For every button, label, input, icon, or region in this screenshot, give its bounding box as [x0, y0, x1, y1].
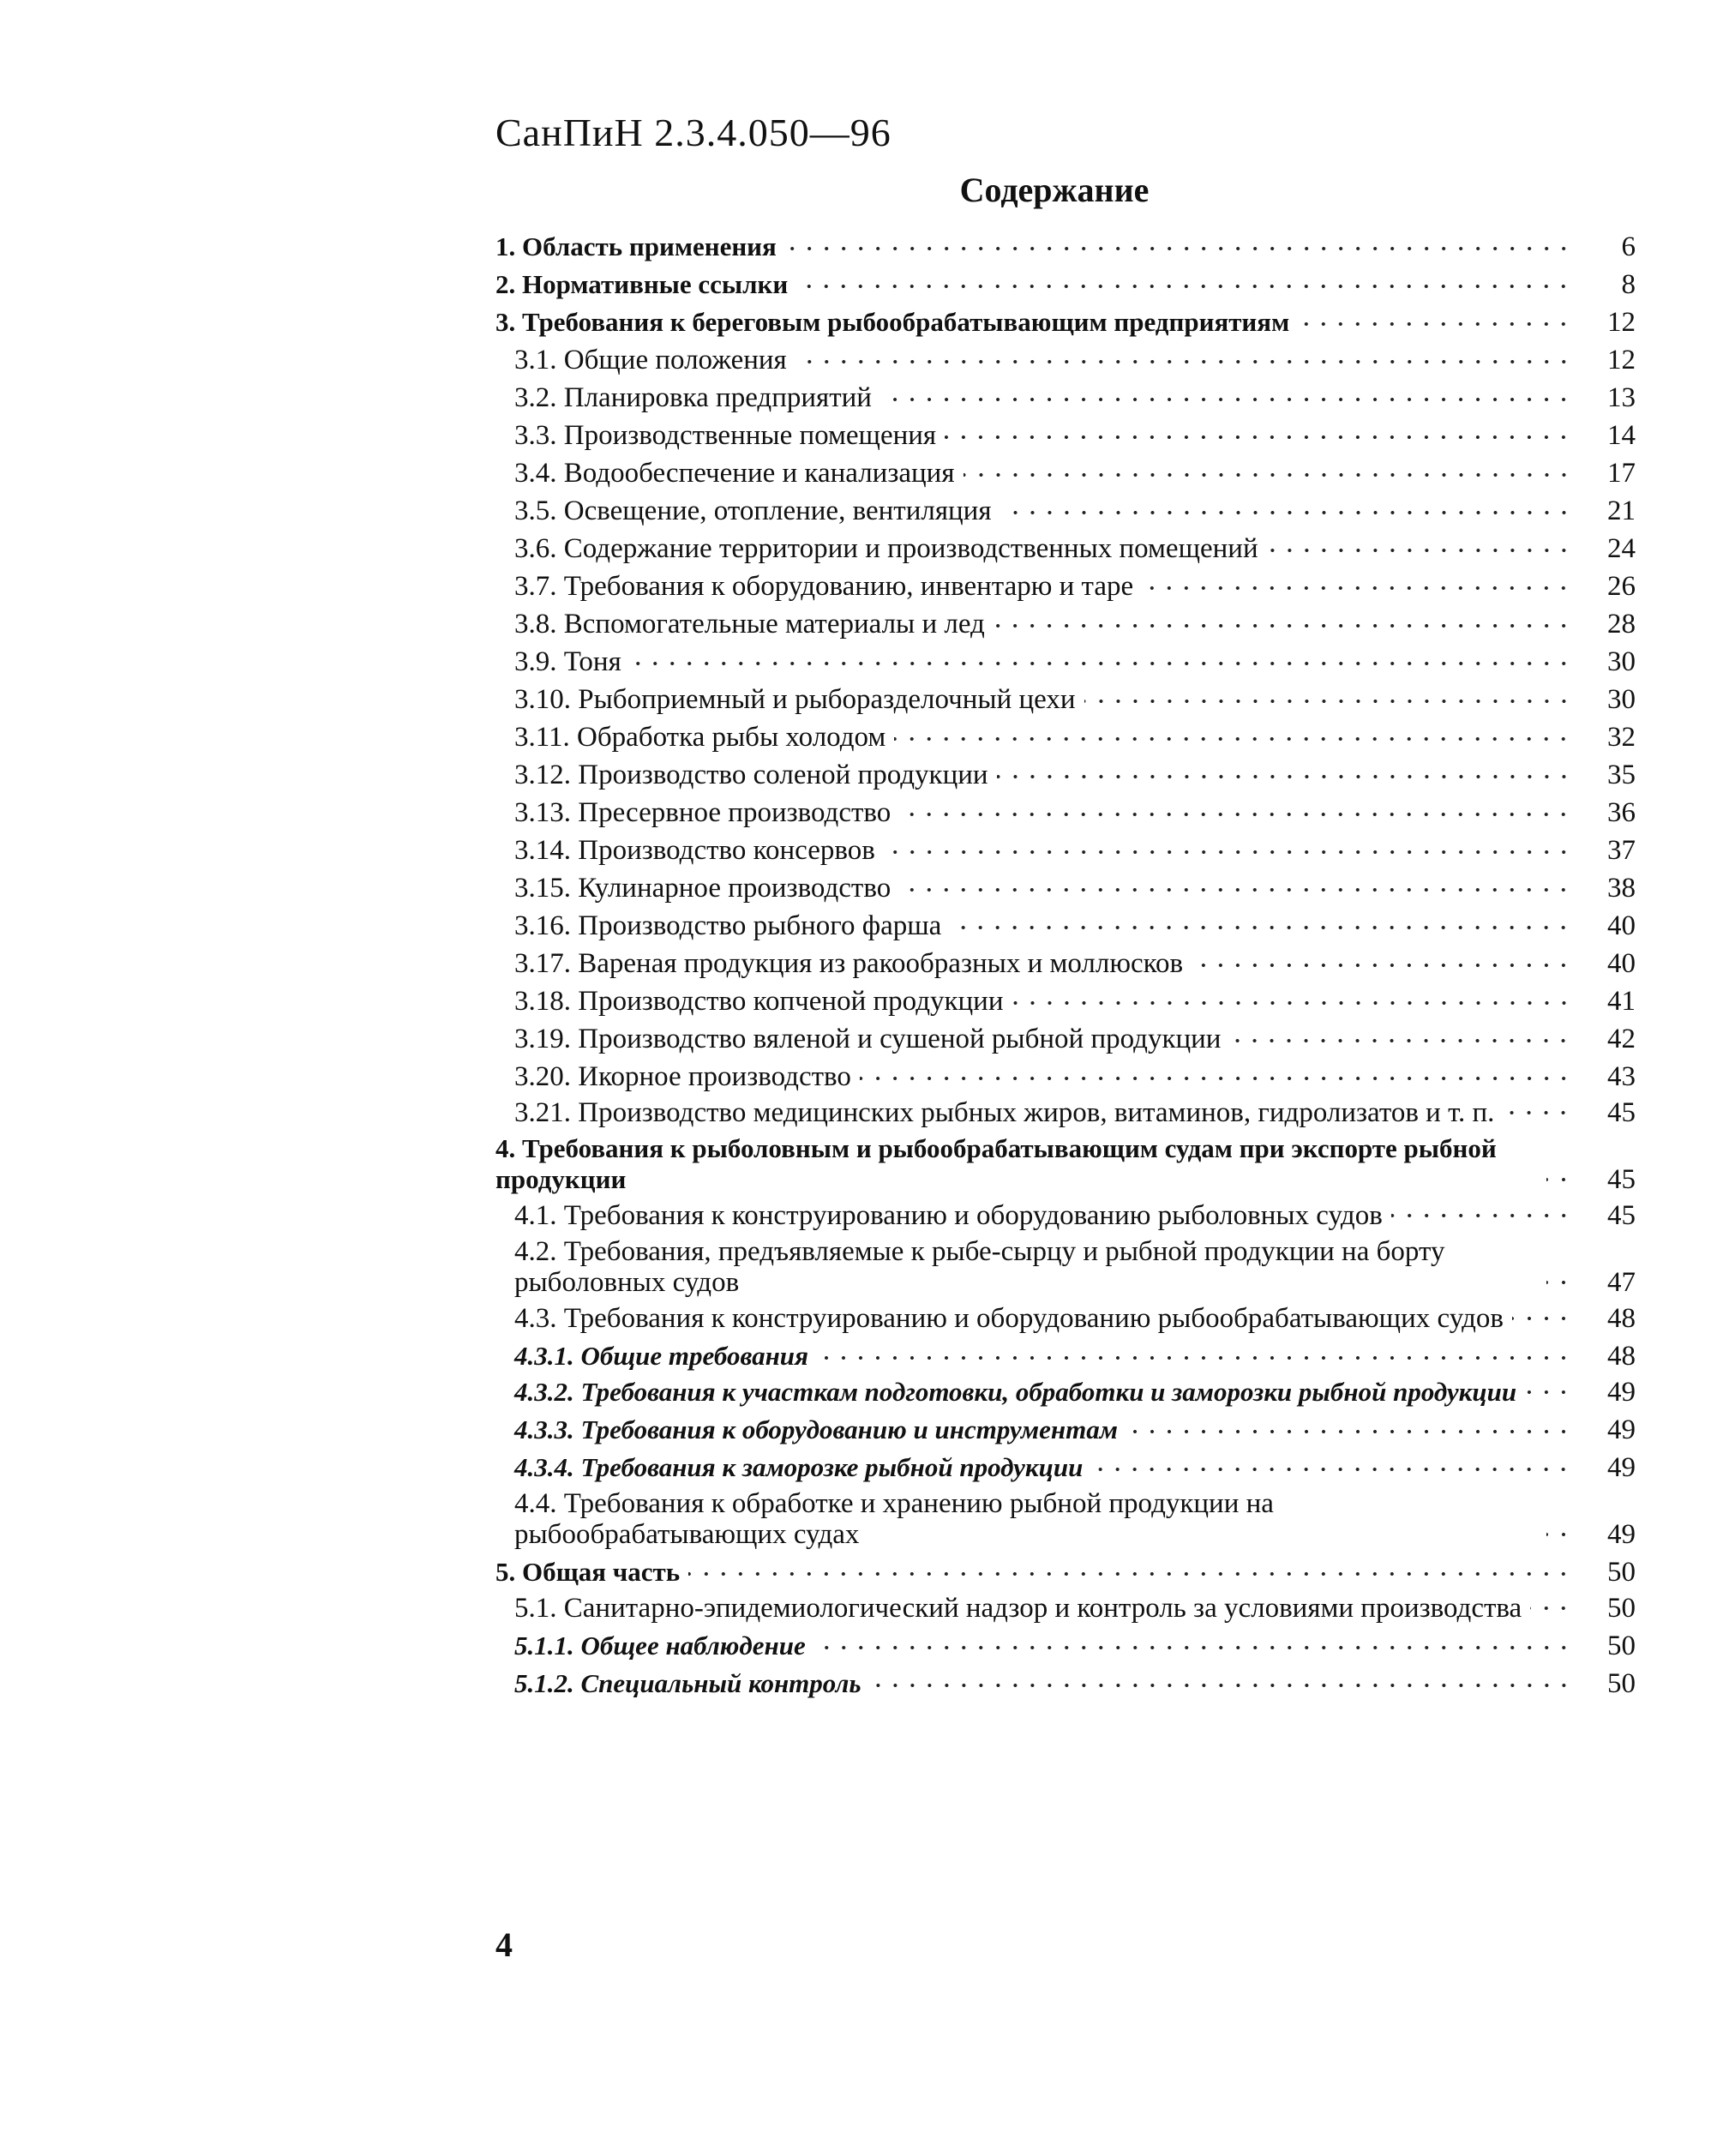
dot-leader: [899, 881, 1572, 898]
toc-entry-title: 3.21. Производство медицинских рыбных жиров, витаминов, гидролизатов и т. п.: [514, 1097, 1495, 1128]
toc-entry-title: 5.1. Санитарно-эпидемиологический надзор и контроль за условиями производства: [514, 1593, 1522, 1624]
dot-leader: [994, 617, 1572, 634]
toc-entry: [495, 1022, 1636, 1056]
toc-entry: [495, 1413, 1636, 1447]
toc-entry-title: 4.3.1. Общие требования: [514, 1341, 809, 1371]
toc-entry: [495, 909, 1636, 943]
toc-entry-title: 4.3.4. Требования к заморозке рыбной продукции: [514, 1452, 1084, 1482]
toc-entry-page: 6: [1621, 231, 1636, 262]
dot-leader: [1091, 1461, 1572, 1478]
toc-entry-page: 48: [1607, 1341, 1636, 1372]
toc-entry: [495, 607, 1636, 641]
toc-entry-title: 3.8. Вспомогательные материалы и лед: [514, 609, 985, 640]
dot-leader: [1391, 1207, 1572, 1224]
dot-leader: [630, 655, 1572, 672]
table-of-contents: [495, 230, 1636, 1704]
toc-entry-page: 49: [1607, 1519, 1636, 1550]
toc-entry-title: 3.5. Освещение, отопление, вентиляция: [514, 495, 992, 526]
toc-entry-title: 3. Требования к береговым рыбообрабатывающим предприятиям: [495, 307, 1290, 337]
toc-entry-title: 4.3.3. Требования к оборудованию и инструментам: [514, 1414, 1118, 1444]
toc-entry: [495, 758, 1636, 792]
toc-entry-title: 5. Общая часть: [495, 1557, 681, 1587]
toc-entry-page: 32: [1607, 722, 1636, 753]
toc-entry-page: 43: [1607, 1061, 1636, 1092]
toc-entry-page: 30: [1607, 646, 1636, 677]
toc-entry-title: 5.1.1. Общее наблюдение: [514, 1631, 806, 1661]
toc-entry: [495, 381, 1636, 415]
toc-entry-page: 40: [1607, 910, 1636, 941]
toc-entry-page: 30: [1607, 684, 1636, 715]
dot-leader: [1267, 542, 1572, 559]
toc-entry-title: 3.17. Вареная продукция из ракообразных и моллюсков: [514, 948, 1184, 979]
toc-entry-page: 42: [1607, 1024, 1636, 1054]
dot-leader: [884, 844, 1572, 861]
toc-entry: [495, 1303, 1636, 1334]
toc-entry-page: 49: [1607, 1377, 1636, 1408]
toc-entry-page: 50: [1607, 1557, 1636, 1588]
dot-leader: [997, 768, 1572, 785]
toc-entry-title: 3.6. Содержание территории и производственных помещений: [514, 533, 1258, 564]
toc-entry-page: 49: [1607, 1414, 1636, 1445]
toc-entry-page: 14: [1607, 420, 1636, 451]
toc-entry: [495, 531, 1636, 566]
toc-entry: [495, 1377, 1636, 1408]
dot-leader: [945, 429, 1572, 446]
toc-entry: [495, 494, 1636, 528]
toc-entry-title: 4. Требования к рыболовным и рыбообрабатывающим судам при экспорте рыбной продукции: [495, 1133, 1497, 1194]
toc-entry-page: 49: [1607, 1452, 1636, 1483]
toc-entry-title: 3.7. Требования к оборудованию, инвентарю и таре: [514, 571, 1134, 602]
dot-leader: [1512, 1310, 1572, 1327]
toc-entry-page: 24: [1607, 533, 1636, 564]
toc-entry-title: 3.19. Производство вяленой и сушеной рыбной продукции: [514, 1024, 1222, 1054]
toc-entry: [495, 1097, 1636, 1128]
toc-entry-title: 3.16. Производство рыбного фарша: [514, 910, 942, 941]
toc-entry-page: 12: [1607, 345, 1636, 375]
dot-leader: [785, 240, 1572, 257]
toc-entry-page: 40: [1607, 948, 1636, 979]
toc-entry: [495, 1236, 1636, 1298]
dot-leader: [1084, 693, 1572, 710]
dot-leader: [1503, 1104, 1572, 1121]
toc-entry: [495, 984, 1636, 1018]
toc-entry: [495, 1200, 1636, 1231]
dot-leader: [795, 353, 1572, 370]
toc-entry-page: 13: [1607, 382, 1636, 413]
toc-entry-title: 3.18. Производство копченой продукции: [514, 986, 1004, 1017]
toc-title: Содержание: [959, 171, 1150, 209]
toc-entry-title: 3.13. Пресервное производство: [514, 797, 892, 828]
toc-entry-page: 21: [1607, 495, 1636, 526]
toc-entry-title: 3.14. Производство консервов: [514, 835, 875, 866]
toc-entry-title: 4.1. Требования к конструированию и оборудованию рыболовных судов: [514, 1200, 1383, 1231]
toc-entry-page: 17: [1607, 458, 1636, 489]
toc-entry-title: 2. Нормативные ссылки: [495, 269, 789, 299]
document-code: СанПиН 2.3.4.050—96: [495, 111, 892, 154]
dot-leader: [796, 278, 1572, 295]
dot-leader: [1525, 1384, 1572, 1401]
toc-entry-title: 3.15. Кулинарное производство: [514, 873, 892, 904]
dot-leader: [817, 1349, 1572, 1366]
toc-entry: [495, 569, 1636, 604]
toc-entry-title: 3.9. Тоня: [514, 646, 621, 677]
dot-leader: [870, 1677, 1572, 1694]
toc-entry-page: 37: [1607, 835, 1636, 866]
toc-entry: [495, 305, 1636, 339]
toc-entry-title: 5.1.2. Специальный контроль: [514, 1668, 862, 1698]
toc-entry-page: 50: [1607, 1593, 1636, 1624]
toc-entry: [495, 720, 1636, 754]
dot-leader: [894, 730, 1572, 748]
toc-entry: [495, 1667, 1636, 1701]
toc-entry-page: 45: [1607, 1164, 1636, 1195]
dot-leader: [860, 1070, 1572, 1087]
toc-entry: [495, 267, 1636, 302]
dot-leader: [880, 391, 1572, 408]
toc-entry-title: 4.2. Требования, предъявляемые к рыбе-сырцу и рыбной продукции на борту рыболовных судов: [514, 1236, 1445, 1298]
dot-leader: [1229, 1032, 1572, 1049]
toc-entry: [495, 1629, 1636, 1663]
toc-entry: [495, 1339, 1636, 1373]
toc-entry-page: 45: [1607, 1097, 1636, 1128]
dot-leader: [1000, 504, 1572, 521]
toc-entry-page: 26: [1607, 571, 1636, 602]
toc-entry-title: 3.11. Обработка рыбы холодом: [514, 722, 886, 753]
dot-leader: [1126, 1423, 1572, 1440]
dot-leader: [899, 806, 1572, 823]
toc-entry-title: 3.12. Производство соленой продукции: [514, 760, 988, 790]
toc-entry: [495, 1133, 1636, 1195]
toc-entry-title: 3.10. Рыбоприемный и рыборазделочный цехи: [514, 684, 1076, 715]
toc-entry-page: 47: [1607, 1267, 1636, 1298]
toc-entry-title: 4.3.2. Требования к участкам подготовки, обработки и заморозки рыбной продукции: [514, 1377, 1517, 1407]
toc-entry: [495, 1593, 1636, 1624]
toc-entry-title: 1. Область применения: [495, 231, 777, 261]
dot-leader: [688, 1565, 1572, 1582]
page-number: 4: [495, 1925, 513, 1964]
toc-entry: [495, 946, 1636, 981]
toc-entry: [495, 343, 1636, 377]
toc-entry: [495, 833, 1636, 868]
toc-entry: [495, 1555, 1636, 1589]
toc-entry-page: 36: [1607, 797, 1636, 828]
toc-entry-page: 48: [1607, 1303, 1636, 1334]
dot-leader: [1298, 315, 1572, 333]
dot-leader: [964, 466, 1572, 483]
toc-entry: [495, 456, 1636, 490]
dot-leader: [814, 1639, 1572, 1656]
dot-leader: [1192, 957, 1572, 974]
toc-entry: [495, 871, 1636, 905]
dot-leader: [1530, 1600, 1572, 1617]
toc-entry: [495, 1488, 1636, 1550]
toc-entry: [495, 1060, 1636, 1094]
toc-entry-title: 4.4. Требования к обработке и хранению рыбной продукции на рыбообрабатывающих судах: [514, 1488, 1274, 1550]
toc-entry-title: 3.2. Планировка предприятий: [514, 382, 872, 413]
toc-entry: [495, 645, 1636, 679]
dot-leader: [1142, 580, 1572, 597]
toc-entry: [495, 1450, 1636, 1485]
toc-entry-title: 3.3. Производственные помещения: [514, 420, 937, 451]
toc-entry-page: 41: [1607, 986, 1636, 1017]
toc-entry: [495, 796, 1636, 830]
toc-entry: [495, 418, 1636, 453]
toc-entry-title: 3.20. Икорное производство: [514, 1061, 851, 1092]
toc-entry: [495, 230, 1636, 264]
dot-leader: [1012, 994, 1573, 1012]
toc-entry-title: 4.3. Требования к конструированию и оборудованию рыбообрабатывающих судов: [514, 1303, 1504, 1334]
dot-leader: [950, 919, 1572, 936]
toc-entry-title: 3.1. Общие положения: [514, 345, 787, 375]
toc-entry-title: 3.4. Водообеспечение и канализация: [514, 458, 955, 489]
toc-entry-page: 38: [1607, 873, 1636, 904]
toc-entry-page: 50: [1607, 1631, 1636, 1661]
toc-entry-page: 28: [1607, 609, 1636, 640]
toc-entry: [495, 682, 1636, 717]
toc-entry-page: 45: [1607, 1200, 1636, 1231]
toc-entry-page: 50: [1607, 1668, 1636, 1699]
dot-leader: [1546, 1274, 1572, 1291]
dot-leader: [1546, 1526, 1572, 1543]
toc-entry-page: 12: [1607, 307, 1636, 338]
dot-leader: [1546, 1171, 1572, 1188]
toc-entry-page: 35: [1607, 760, 1636, 790]
toc-entry-page: 8: [1621, 269, 1636, 300]
